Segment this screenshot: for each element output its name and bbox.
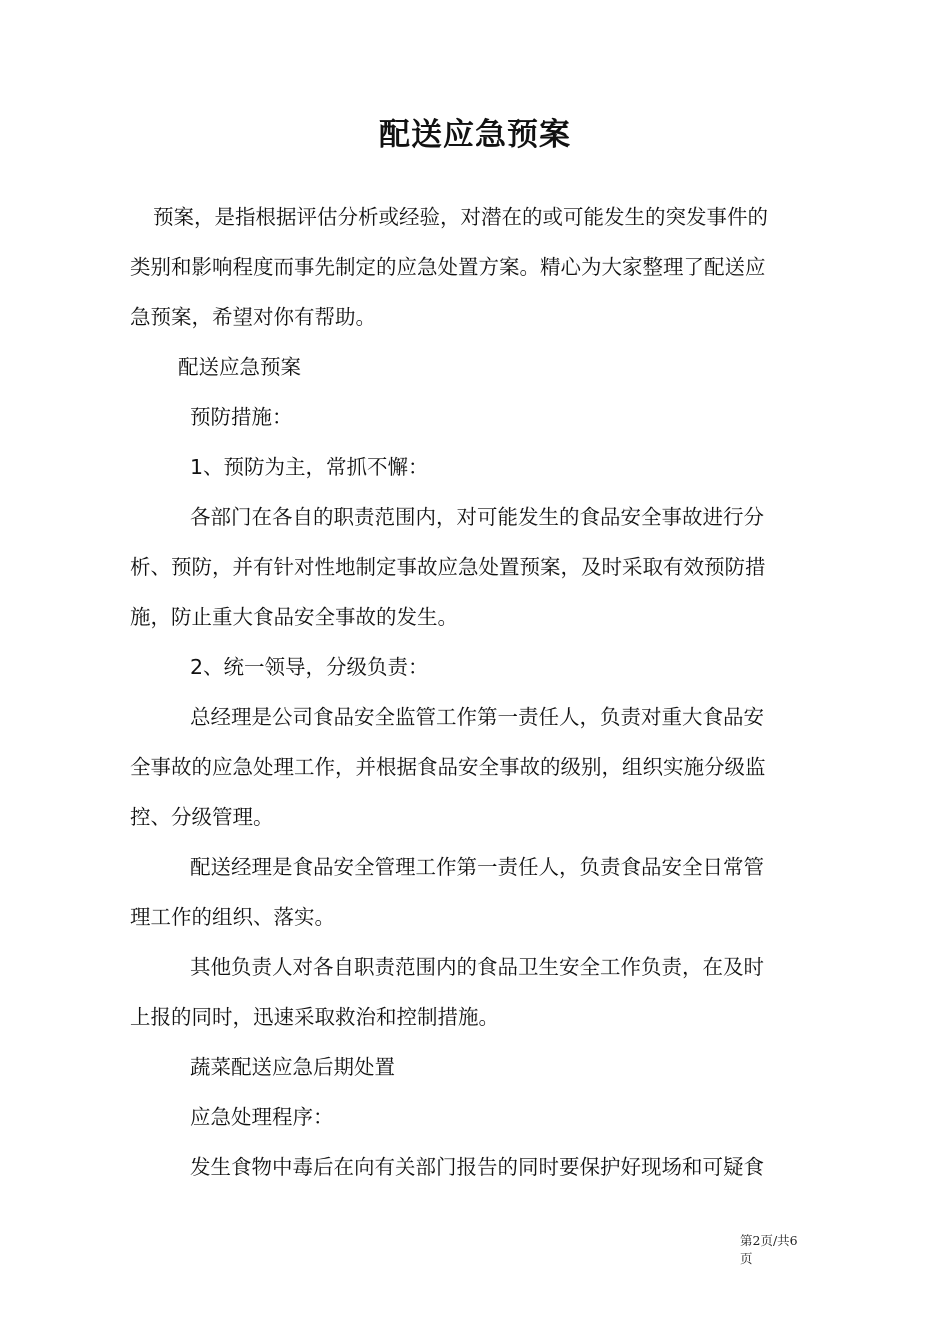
item-2-body-others xyxy=(130,942,830,1042)
item-2-body-dm xyxy=(130,842,830,942)
paragraph-line: 蔬菜配送应急后期处置 xyxy=(190,1055,395,1079)
paragraph-line: 施，防止重大食品安全事故的发生。 xyxy=(130,605,458,629)
paragraph-line: 预案，是指根据评估分析或经验，对潜在的或可能发生的突发事件的 xyxy=(153,205,768,229)
paragraph-line: 全事故的应急处理工作，并根据食品安全事故的级别，组织实施分级监 xyxy=(130,755,766,779)
page-number-footer xyxy=(740,1232,830,1268)
item-2-body-gm xyxy=(130,692,830,842)
paragraph-line: 析、预防，并有针对性地制定事故应急处置预案，及时采取有效预防措 xyxy=(130,555,766,579)
paragraph-line: 急预案，希望对你有帮助。 xyxy=(130,305,376,329)
page-number-line: 页 xyxy=(740,1251,753,1266)
paragraph-line: 2、统一领导，分级负责： xyxy=(190,655,429,679)
document-title: 配送应急预案 xyxy=(379,117,571,153)
paragraph-line: 总经理是公司食品安全监管工作第一责任人，负责对重大食品安 xyxy=(190,705,764,729)
procedure-heading xyxy=(190,1092,890,1142)
item-1-body xyxy=(130,492,830,642)
paragraph-line: 预防措施： xyxy=(190,405,293,429)
page-number-line: 第2页/共6 xyxy=(740,1233,798,1248)
paragraph-line: 各部门在各自的职责范围内，对可能发生的食品安全事故进行分 xyxy=(190,505,764,529)
paragraph-line: 配送经理是食品安全管理工作第一责任人，负责食品安全日常管 xyxy=(190,855,764,879)
prevention-heading xyxy=(190,392,890,442)
paragraph-line: 理工作的组织、落实。 xyxy=(130,905,335,929)
paragraph-line: 应急处理程序： xyxy=(190,1105,334,1129)
procedure-body xyxy=(190,1142,890,1192)
paragraph-line: 类别和影响程度而事先制定的应急处置方案。精心为大家整理了配送应 xyxy=(130,255,766,279)
item-1-heading xyxy=(190,442,890,492)
paragraph-intro xyxy=(130,192,830,342)
section-subtitle xyxy=(178,342,878,392)
paragraph-line: 上报的同时，迅速采取救治和控制措施。 xyxy=(130,1005,499,1029)
aftermath-heading xyxy=(190,1042,890,1092)
paragraph-line: 配送应急预案 xyxy=(178,355,301,379)
item-2-heading xyxy=(190,642,890,692)
paragraph-line: 控、分级管理。 xyxy=(130,805,274,829)
paragraph-line: 其他负责人对各自职责范围内的食品卫生安全工作负责，在及时 xyxy=(190,955,764,979)
paragraph-line: 发生食物中毒后在向有关部门报告的同时要保护好现场和可疑食 xyxy=(190,1155,764,1179)
paragraph-line: 1、预防为主，常抓不懈： xyxy=(190,455,429,479)
